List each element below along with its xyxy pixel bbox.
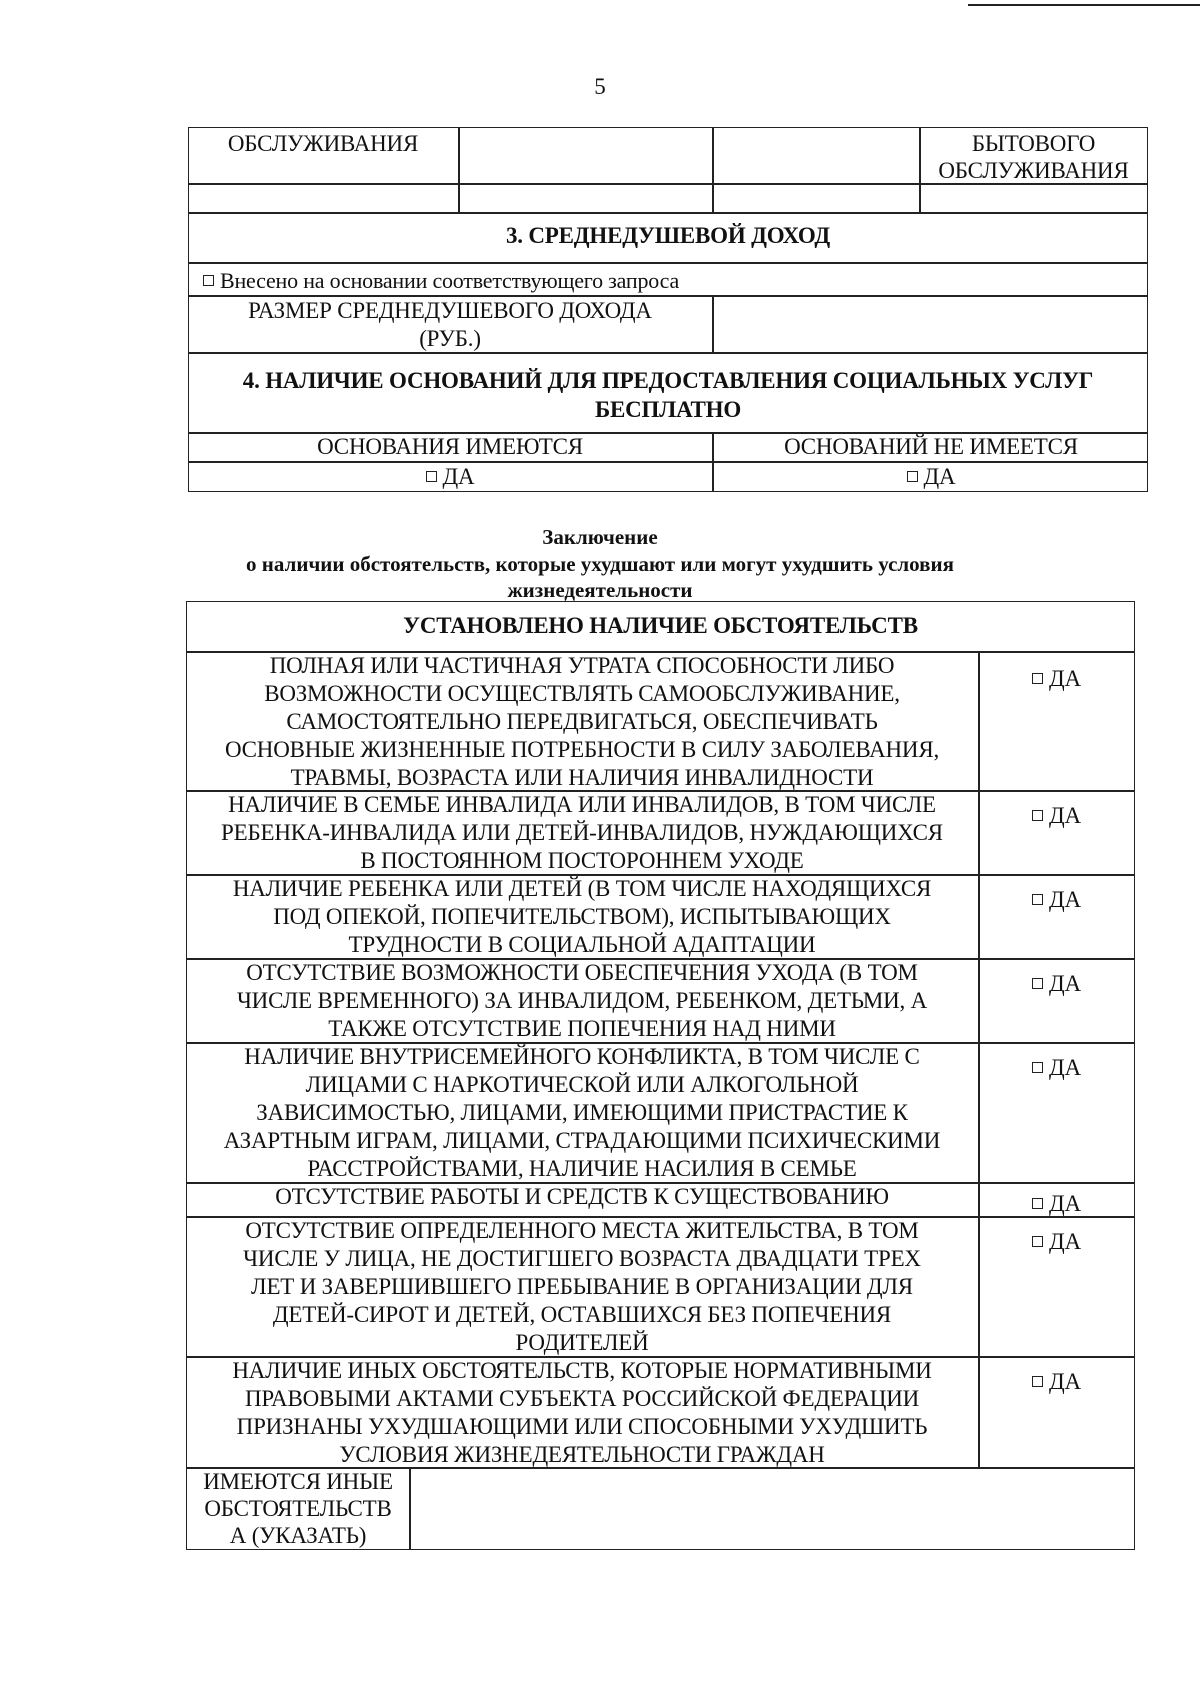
circumstance-text: ОТСУТСТВИЕ ВОЗМОЖНОСТИ ОБЕСПЕЧЕНИЯ УХОДА (В ТОМ ЧИСЛЕ ВРЕМЕННОГО) ЗА ИНВАЛИДОМ, РЕБЕНКОМ, ДЕТЬМИ, А ТАКЖЕ ОТСУТСТВИЕ ПОПЕЧЕНИЯ НАД НИМИ bbox=[236, 960, 928, 1041]
checkbox-icon[interactable] bbox=[1032, 810, 1043, 821]
circumstance-checkbox[interactable]: ДА bbox=[980, 1190, 1133, 1218]
checkbox-icon[interactable] bbox=[1032, 1376, 1043, 1387]
checkbox-icon[interactable] bbox=[203, 275, 214, 286]
top-edge-line bbox=[968, 4, 1200, 6]
circumstance-checkbox[interactable]: ДА bbox=[980, 1228, 1133, 1256]
other-circumstances-input[interactable] bbox=[411, 1469, 1133, 1548]
checkbox-icon[interactable] bbox=[1032, 1062, 1043, 1073]
checkbox-icon[interactable] bbox=[426, 471, 437, 482]
circumstance-text: НАЛИЧИЕ РЕБЕНКА ИЛИ ДЕТЕЙ (В ТОМ ЧИСЛЕ НАХОДЯЩИХСЯ ПОД ОПЕКОЙ, ПОПЕЧИТЕЛЬСТВОМ), ИСПЫТЫВАЮЩИХ ТРУДНОСТИ В СОЦИАЛЬНОЙ АДАПТАЦИИ bbox=[232, 876, 932, 957]
section-3-title: 3. СРЕДНЕДУШЕВОЙ ДОХОД bbox=[505, 223, 831, 248]
grounds-exist-header: ОСНОВАНИЯ ИМЕЮТСЯ bbox=[317, 434, 583, 459]
income-request-check[interactable]: Внесено на основании соответствующего запроса bbox=[203, 267, 1103, 294]
circumstance-text: НАЛИЧИЕ ВНУТРИСЕМЕЙНОГО КОНФЛИКТА, В ТОМ ЧИСЛЕ С ЛИЦАМИ С НАРКОТИЧЕСКОЙ ИЛИ АЛКОГОЛЬНОЙ ЗАВИСИМОСТЬЮ, ЛИЦАМИ, ИМЕЮЩИМИ ПРИСТРАСТИЕ К АЗАРТНЫМ ИГРАМ, ЛИЦАМИ, СТРАДАЮЩИМИ ПСИХИЧЕСКИМИ РАССТРОЙСТВАМИ, НАЛИЧИЕ НАСИЛИЯ В СЕМЬЕ bbox=[223, 1044, 941, 1181]
page-number: 5 bbox=[594, 74, 606, 99]
other-circumstances-label: ИМЕЮТСЯ ИНЫЕ ОБСТОЯТЕЛЬСТВ А (УКАЗАТЬ) bbox=[203, 1469, 393, 1548]
grounds-absent-header: ОСНОВАНИЙ НЕ ИМЕЕТСЯ bbox=[784, 434, 1078, 459]
circumstance-checkbox[interactable]: ДА bbox=[980, 1054, 1133, 1082]
circumstance-checkbox[interactable]: ДА bbox=[980, 886, 1133, 914]
income-size-value[interactable] bbox=[714, 297, 1146, 350]
grounds-exist-check[interactable]: ДА bbox=[188, 463, 712, 491]
checkbox-icon[interactable] bbox=[1032, 673, 1043, 684]
checkbox-icon[interactable] bbox=[907, 471, 918, 482]
circumstances-header: УСТАНОВЛЕНО НАЛИЧИЕ ОБСТОЯТЕЛЬСТВ bbox=[403, 613, 918, 638]
circumstance-text: НАЛИЧИЕ ИНЫХ ОБСТОЯТЕЛЬСТВ, КОТОРЫЕ НОРМАТИВНЫМИ ПРАВОВЫМИ АКТАМИ СУБЪЕКТА РОССИЙСКОЙ ФЕДЕРАЦИИ ПРИЗНАНЫ УХУДШАЮЩИМИ ИЛИ СПОСОБНЫМИ УХУДШИТЬ УСЛОВИЯ ЖИЗНЕДЕЯТЕЛЬНОСТИ ГРАЖДАН bbox=[232, 1358, 932, 1467]
checkbox-icon[interactable] bbox=[1032, 1198, 1043, 1209]
circumstance-text: ОТСУТСТВИЕ РАБОТЫ И СРЕДСТВ К СУЩЕСТВОВАНИЮ bbox=[275, 1184, 889, 1209]
circumstance-checkbox[interactable]: ДА bbox=[980, 665, 1133, 693]
circumstance-text: ПОЛНАЯ ИЛИ ЧАСТИЧНАЯ УТРАТА СПОСОБНОСТИ ЛИБО ВОЗМОЖНОСТИ ОСУЩЕСТВЛЯТЬ САМООБСЛУЖИВАНИЕ, САМОСТОЯТЕЛЬНО ПЕРЕДВИГАТЬСЯ, ОБЕСПЕЧИВАТЬ ОСНОВНЫЕ ЖИЗНЕННЫЕ ПОТРЕБНОСТИ В СИЛУ ЗАБОЛЕВАНИЯ, ТРАВМЫ, ВОЗРАСТА ИЛИ НАЛИЧИЯ ИНВАЛИДНОСТИ bbox=[224, 653, 940, 790]
circumstance-text: ОТСУТСТВИЕ ОПРЕДЕЛЕННОГО МЕСТА ЖИТЕЛЬСТВА, В ТОМ ЧИСЛЕ У ЛИЦА, НЕ ДОСТИГШЕГО ВОЗРАСТА ДВАДЦАТИ ТРЕХ ЛЕТ И ЗАВЕРШИВШЕГО ПРЕБЫВАНИЕ В ОРГАНИЗАЦИИ ДЛЯ ДЕТЕЙ-СИРОТ И ДЕТЕЙ, ОСТАВШИХСЯ БЕЗ ПОПЕЧЕНИЯ РОДИТЕЛЕЙ bbox=[243, 1218, 921, 1355]
section-4-title: 4. НАЛИЧИЕ ОСНОВАНИЙ ДЛЯ ПРЕДОСТАВЛЕНИЯ СОЦИАЛЬНЫХ УСЛУГ БЕСПЛАТНО bbox=[242, 368, 1094, 422]
checkbox-icon[interactable] bbox=[1032, 978, 1043, 989]
conclusion-subtitle-1: о наличии обстоятельств, которые ухудшают или могут ухудшить условия bbox=[246, 552, 954, 576]
service-cell-label: ОБСЛУЖИВАНИЯ bbox=[227, 131, 419, 156]
checkbox-icon[interactable] bbox=[1032, 894, 1043, 905]
circumstance-checkbox[interactable]: ДА bbox=[980, 1368, 1133, 1396]
conclusion-subtitle-2: жизнедеятельности bbox=[507, 578, 693, 602]
conclusion-title: Заключение bbox=[542, 525, 658, 549]
grounds-absent-check[interactable]: ДА bbox=[714, 463, 1148, 491]
circumstance-checkbox[interactable]: ДА bbox=[980, 970, 1133, 998]
circumstance-checkbox[interactable]: ДА bbox=[980, 802, 1133, 830]
circumstance-text: НАЛИЧИЕ В СЕМЬЕ ИНВАЛИДА ИЛИ ИНВАЛИДОВ, В ТОМ ЧИСЛЕ РЕБЕНКА-ИНВАЛИДА ИЛИ ДЕТЕЙ-ИНВАЛИДОВ, НУЖДАЮЩИХСЯ В ПОСТОЯННОМ ПОСТОРОННЕМ УХОДЕ bbox=[221, 792, 943, 873]
checkbox-icon[interactable] bbox=[1032, 1236, 1043, 1247]
income-size-label: РАЗМЕР СРЕДНЕДУШЕВОГО ДОХОДА (РУБ.) bbox=[248, 298, 652, 351]
household-service-label: БЫТОВОГО ОБСЛУЖИВАНИЯ bbox=[938, 131, 1129, 183]
